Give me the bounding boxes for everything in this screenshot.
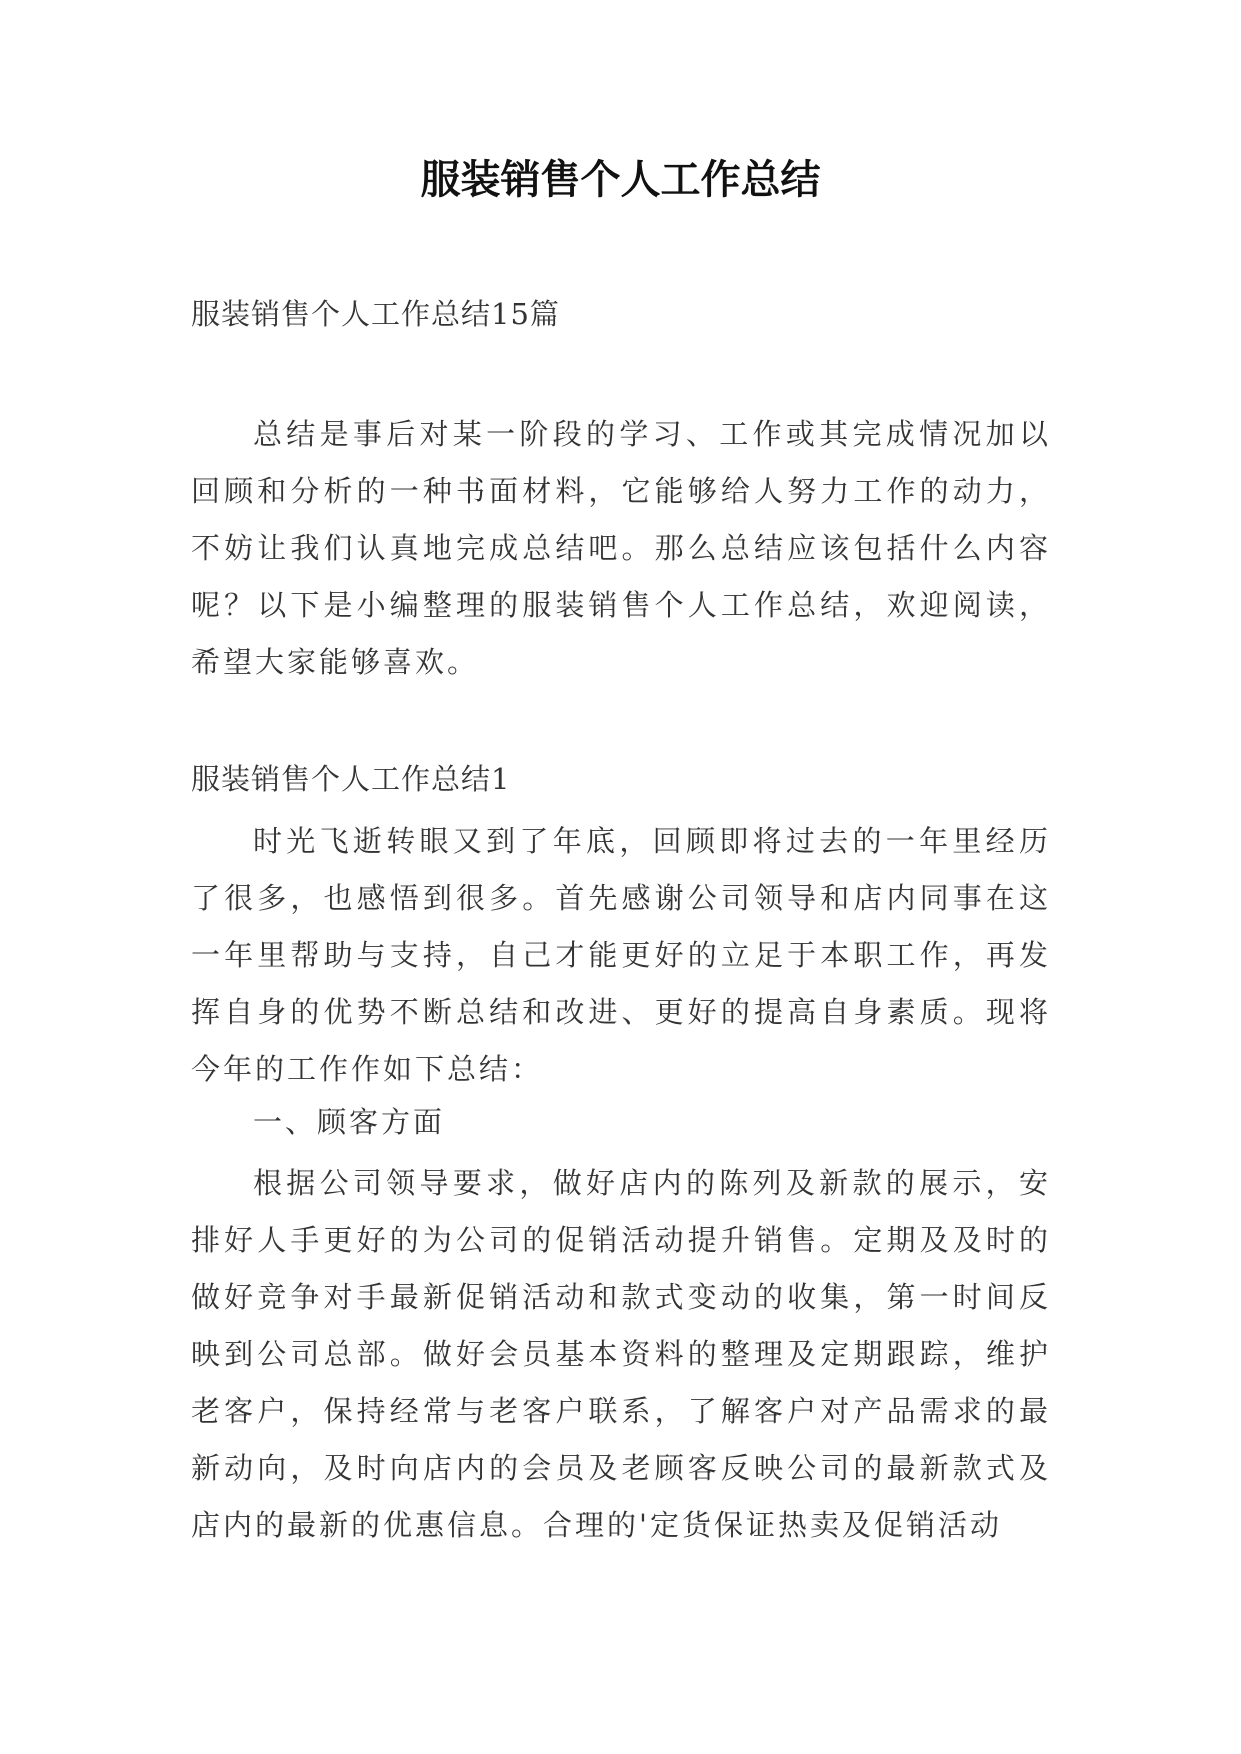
section-paragraph: 时光飞逝转眼又到了年底，回顾即将过去的一年里经历了很多，也感悟到很多。首先感谢公司领导和店内同事在这一年里帮助与支持，自己才能更好的立足于本职工作，再发挥自身的优势不断总结和改进、更好的提高自身素质。现将今年的工作作如下总结：: [191, 824, 1051, 1086]
customer-subheading: 一、顾客方面: [253, 1105, 446, 1139]
section-heading: 服装销售个人工作总结1: [191, 762, 511, 796]
document-title: 服装销售个人工作总结: [420, 156, 821, 203]
customer-paragraph: 根据公司领导要求，做好店内的陈列及新款的展示，安排好人手更好的为公司的促销活动提升销售。定期及及时的做好竞争对手最新促销活动和款式变动的收集，第一时间反映到公司总部。做好会员基本资料的整理及定期跟踪，维护老客户，保持经常与老客户联系，了解客户对产品需求的最新动向，及时向店内的会员及老顾客反映公司的最新款式及店内的最新的优惠信息。合理的'定货保证热卖及促销活动: [191, 1166, 1051, 1542]
intro-paragraph: 总结是事后对某一阶段的学习、工作或其完成情况加以回顾和分析的一种书面材料，它能够给人努力工作的动力，不妨让我们认真地完成总结吧。那么总结应该包括什么内容呢？以下是小编整理的服装销售个人工作总结，欢迎阅读，希望大家能够喜欢。: [191, 417, 1051, 679]
document-subtitle: 服装销售个人工作总结15篇: [191, 297, 560, 331]
